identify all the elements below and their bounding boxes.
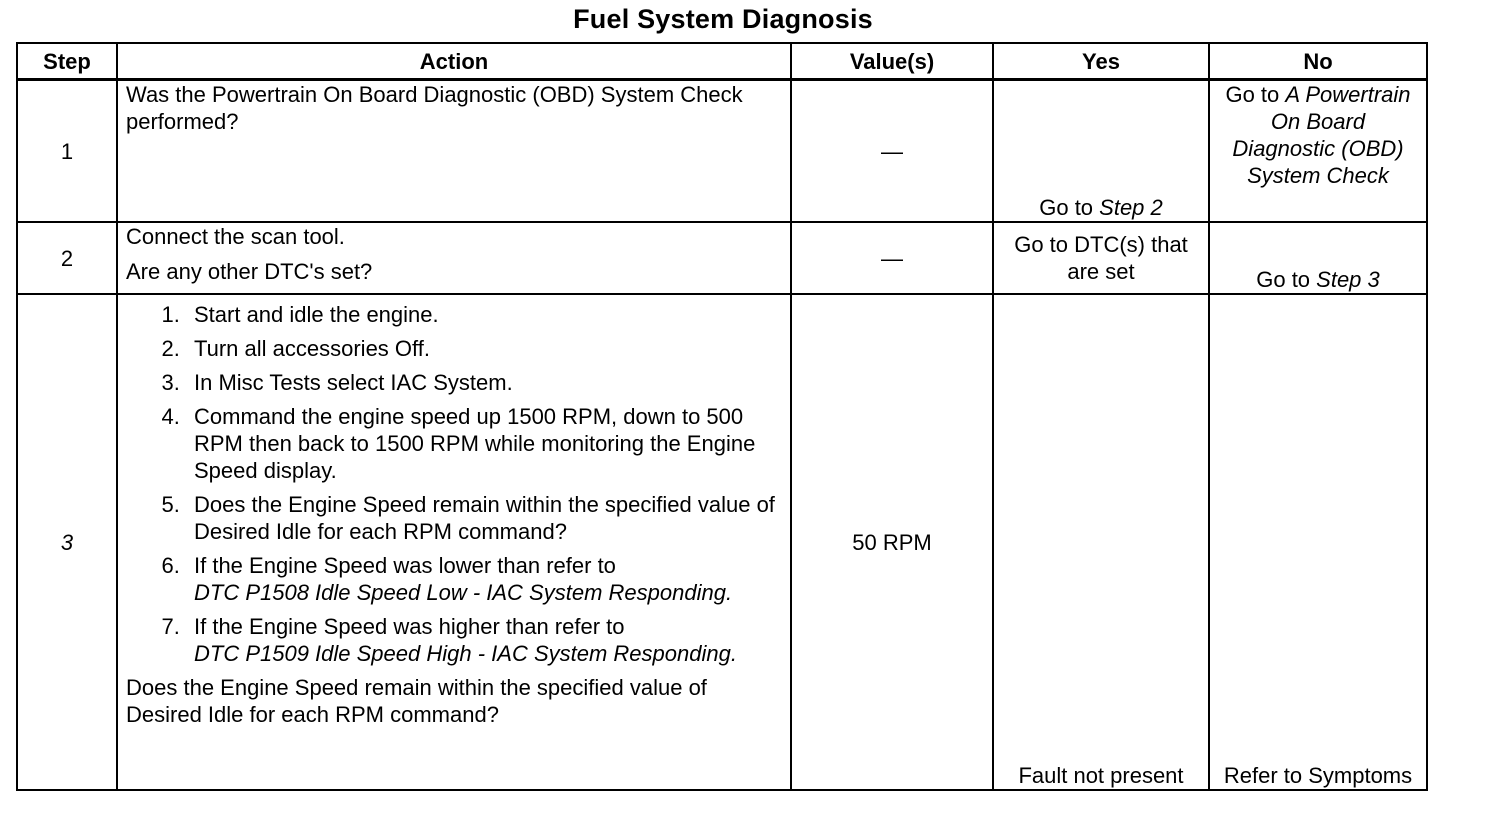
- list-item: [186, 552, 782, 606]
- list-item-text: Start and idle the engine.: [194, 302, 439, 327]
- list-item-text: In Misc Tests select IAC System.: [194, 370, 513, 395]
- action-cell: [117, 222, 791, 294]
- diagnosis-table: [16, 42, 1428, 791]
- list-item: [186, 613, 782, 667]
- list-item: [186, 491, 782, 545]
- list-item-text: Turn all accessories Off.: [194, 336, 430, 361]
- table-row: [17, 222, 1427, 294]
- list-item: [186, 369, 782, 396]
- no-prefix: Go to: [1225, 82, 1286, 107]
- action-question: Are any other DTC's set?: [126, 259, 373, 284]
- header-step: Step: [17, 43, 117, 80]
- procedure-list: [126, 301, 782, 667]
- table-row: [17, 294, 1427, 790]
- action-question: Does the Engine Speed remain within the specified value of Desired Idle for each RPM command?: [126, 675, 707, 727]
- action-cell: [117, 80, 791, 223]
- yes-cell: [993, 80, 1209, 223]
- step-number: 1: [17, 80, 117, 223]
- yes-step-link[interactable]: Step 2: [1099, 195, 1163, 220]
- dtc-p1509-link[interactable]: DTC P1509 Idle Speed High - IAC System Responding.: [194, 641, 737, 666]
- header-yes: Yes: [993, 43, 1209, 80]
- value-cell: 50 RPM: [791, 294, 993, 790]
- value-cell: —: [791, 222, 993, 294]
- no-obd-check-link[interactable]: A Powertrain On Board Diagnostic (OBD) System Check: [1232, 82, 1411, 188]
- header-row: [17, 43, 1427, 80]
- yes-prefix: Go to: [1039, 195, 1100, 220]
- action-cell: [117, 294, 791, 790]
- no-cell: [1209, 80, 1427, 223]
- page-title: Fuel System Diagnosis: [573, 4, 873, 34]
- header-action: Action: [117, 43, 791, 80]
- step-number: 3: [17, 294, 117, 790]
- list-item-text: If the Engine Speed was higher than refer to: [194, 614, 625, 639]
- action-text: Was the Powertrain On Board Diagnostic (OBD) System Check performed?: [126, 82, 743, 134]
- list-item: [186, 403, 782, 484]
- action-text: Connect the scan tool.: [126, 224, 345, 249]
- step-number: 2: [17, 222, 117, 294]
- list-item-text: Command the engine speed up 1500 RPM, down to 500 RPM then back to 1500 RPM while monitoring the Engine Speed display.: [194, 404, 756, 483]
- header-values: Value(s): [791, 43, 993, 80]
- list-item-text: If the Engine Speed was lower than refer to: [194, 553, 616, 578]
- table-row: [17, 80, 1427, 223]
- no-cell: [1209, 222, 1427, 294]
- list-item: [186, 301, 782, 328]
- value-cell: —: [791, 80, 993, 223]
- list-item: [186, 335, 782, 362]
- no-prefix: Go to: [1256, 267, 1317, 292]
- no-cell: Refer to Symptoms: [1209, 294, 1427, 790]
- dtc-p1508-link[interactable]: DTC P1508 Idle Speed Low - IAC System Responding.: [194, 580, 733, 605]
- no-step-link[interactable]: Step 3: [1316, 267, 1380, 292]
- yes-cell: Fault not present: [993, 294, 1209, 790]
- list-item-text: Does the Engine Speed remain within the specified value of Desired Idle for each RPM command?: [194, 492, 775, 544]
- yes-cell: Go to DTC(s) that are set: [993, 222, 1209, 294]
- header-no: No: [1209, 43, 1427, 80]
